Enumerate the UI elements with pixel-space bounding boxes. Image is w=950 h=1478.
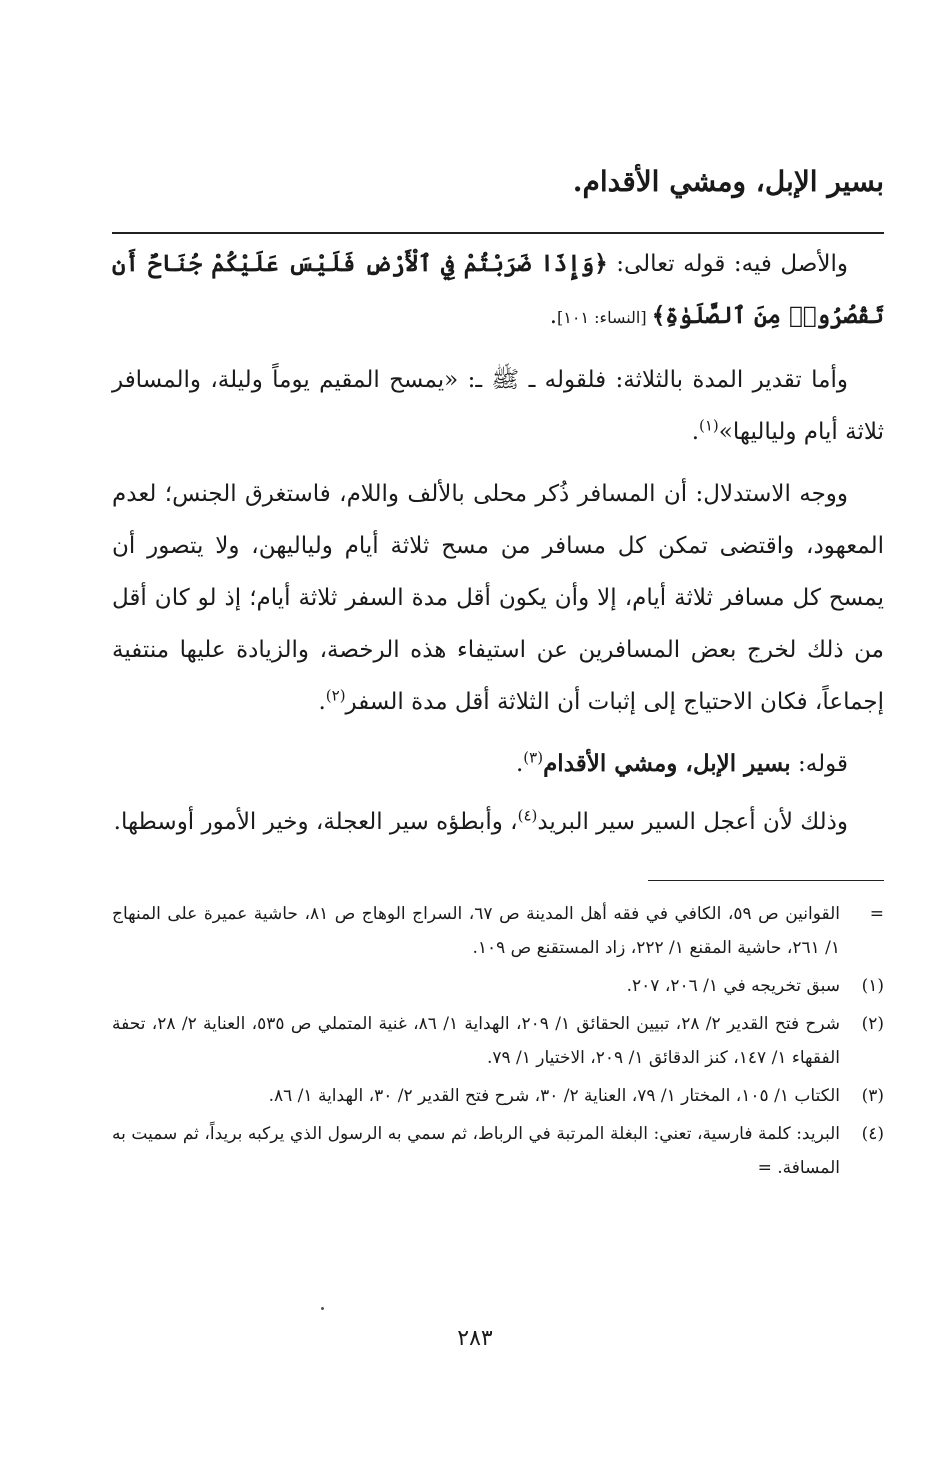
paragraph-3-text: ووجه الاستدلال: أن المسافر ذُكر محلى بالألف واللام، فاستغرق الجنس؛ لعدم المعهود، واقتضى تمكن كل مسافر من مسح ثلاثة أيام ولياليهن، ولا يتصور أن يمسح كل مسافر ثلاثة أيام، إلا وأن يكون أقل مدة السفر ثلاثة أيام؛ إذ لو كان أقل من ذلك لخرج بعض المسافرين عن استيفاء هذه الرخصة، والزيادة عليها منتفية إجماعاً، فكان الاحتياج إلى إثبات أن الثلاثة أقل مدة السفر: [112, 481, 884, 715]
footnote-item: [112, 969, 884, 1003]
paragraph-1: [112, 238, 884, 344]
paragraph-2-end: .: [691, 419, 699, 445]
running-header: بسير الإبل، ومشي الأقدام.: [572, 165, 884, 198]
page: [112, 150, 884, 1189]
footnote-text: البريد: كلمة فارسية، تعني: البغلة المرتبة في الرباط، ثم سمي به الرسول الذي يركبه بريداً، ثم سميت به المسافة. =: [112, 1124, 840, 1178]
paragraph-4-lead: قوله:: [790, 751, 848, 777]
paragraph-4-end: .: [515, 751, 524, 777]
paragraph-5: [112, 796, 884, 848]
footnote-item: [112, 1079, 884, 1113]
footnote-ref-2[interactable]: (٢): [325, 686, 346, 705]
footnote-mark: (٢): [861, 1014, 884, 1034]
paragraph-4-matn: بسير الإبل، ومشي الأقدام: [543, 750, 791, 777]
paragraph-5-text: وذلك لأن أعجل السير سير البريد: [537, 809, 848, 835]
main-text: [112, 238, 884, 848]
footnote-mark: (٣): [861, 1086, 884, 1106]
paragraph-4: [112, 738, 884, 790]
footnote-mark: (٤): [861, 1124, 884, 1144]
footnote-text: القوانين ص ٥٩، الكافي في فقه أهل المدينة ص ٦٧، السراج الوهاج ص ٨١، حاشية عميرة على المنهاج ١/ ٢٦١، حاشية المقنع ١/ ٢٢٢، زاد المستقنع ص ١٠٩.: [112, 904, 840, 958]
paragraph-1-lead: والأصل فيه: قوله تعالى:: [607, 251, 848, 277]
paragraph-1-end: .: [549, 303, 558, 329]
footnote-mark: (١): [861, 976, 884, 996]
scan-speck: [321, 1307, 324, 1310]
verse-reference: [النساء: ١٠١]: [557, 308, 652, 327]
footnote-ref-3[interactable]: (٣): [523, 748, 544, 767]
footnote-mark: =: [869, 904, 884, 924]
paragraph-2-text: وأما تقدير المدة بالثلاثة: فلقوله ـ ﷺ ـ: «يمسح المقيم يوماً وليلة، والمسافر ثلاثة أيام ولياليها»: [112, 367, 884, 445]
footnote-item: [112, 1117, 884, 1185]
paragraph-2: [112, 354, 884, 458]
footnote-divider: [648, 880, 884, 881]
footnote-item: [112, 897, 884, 965]
header-divider: [112, 232, 884, 234]
paragraph-3-end: .: [318, 689, 326, 715]
footnote-text: شرح فتح القدير ٢/ ٢٨، تبيين الحقائق ١/ ٢٠٩، الهداية ١/ ٨٦، غنية المتملي ص ٥٣٥، العناية ٢/ ٢٨، تحفة الفقهاء ١/ ١٤٧، كنز الدقائق ١/ ٢٠٩، الاختيار ١/ ٧٩.: [112, 1014, 841, 1068]
paragraph-5-rest: ، وأبطؤه سير العجلة، وخير الأمور أوسطها.: [113, 809, 518, 835]
page-number: ٢٨٣: [457, 1326, 493, 1351]
quran-verse: ﴿وَإِذَا ضَرَبْتُمْ فِي ٱلْأَرْضِ فَلَيْسَ عَلَيْكُمْ جُنَاحٌ أَن تَقْصُرُوا۟ مِنَ ٱلصَّلَوٰةِ﴾: [112, 250, 884, 329]
paragraph-3: [112, 468, 884, 728]
footnote-ref-4[interactable]: (٤): [517, 806, 538, 825]
footnote-text: سبق تخريجه في ١/ ٢٠٦، ٢٠٧.: [626, 976, 840, 996]
footnotes: [112, 897, 884, 1185]
footnote-item: [112, 1007, 884, 1075]
footnote-ref-1[interactable]: (١): [699, 416, 719, 435]
footnote-text: الكتاب ١/ ١٠٥، المختار ١/ ٧٩، العناية ٢/ ٣٠، شرح فتح القدير ٢/ ٣٠، الهداية ١/ ٨٦.: [268, 1086, 840, 1106]
